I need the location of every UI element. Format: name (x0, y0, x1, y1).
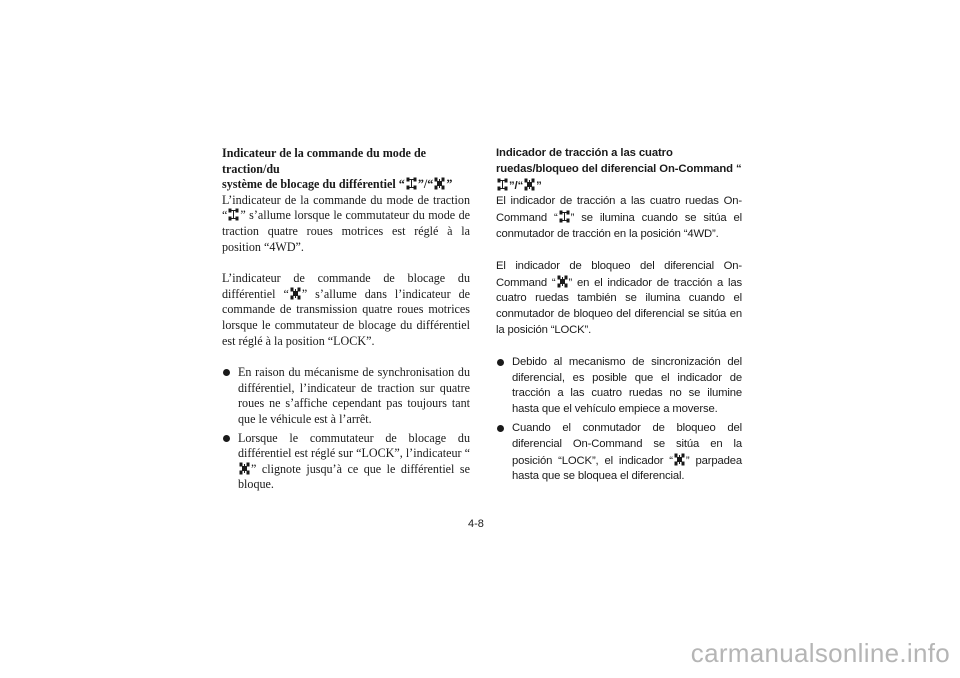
4wd-indicator-icon (497, 178, 508, 191)
french-heading-sep: ”/“ (417, 177, 434, 192)
diff-lock-indicator-icon (434, 177, 445, 190)
spanish-heading (496, 146, 742, 194)
french-bullet-1-text: En raison du mécanisme de synchronisation du différentiel, l’indicateur de traction sur quatre roues ne s’affiche cependant pas toujours tant que le véhicule est à l’arrêt. (238, 365, 470, 426)
french-column (222, 146, 470, 493)
spanish-bullet-2 (496, 421, 742, 485)
diff-lock-indicator-icon (239, 462, 250, 475)
french-paragraph-2: L’indicateur de commande de blocage du différentiel “ ” s’allume dans l’indicateur de commande de transmission quatre roues motrices lorsque le commutateur de blocage du différentiel est réglé à la position “LOCK”. (222, 271, 470, 348)
spanish-paragraph-1: El indicador de tracción a las cuatro ruedas On-Command “ ” se ilumina cuando se sitúa el conmutador de tracción en la posición “4WD”. (496, 195, 742, 240)
spanish-bullet-2-text: Cuando el conmutador de bloqueo del diferencial On-Command se sitúa en la posición “LOCK”, el indicador “ ” parpadea hasta que se bloquea el diferencial. (512, 421, 742, 483)
diff-lock-indicator-icon (290, 287, 301, 300)
french-bullet-2-text: Lorsque le commutateur de blocage du différentiel est réglé sur “LOCK”, l’indicateur “” clignote jusqu’à ce que le différentiel se bloque. (238, 430, 470, 492)
spanish-column (496, 146, 742, 485)
spanish-bullet-1 (496, 355, 742, 418)
bullet-icon (496, 421, 512, 438)
diff-lock-indicator-icon (524, 178, 535, 191)
4wd-indicator-icon (559, 210, 570, 223)
french-paragraph-1: L’indicateur de la commande du mode de traction “ ” s’allume lorsque le commutateur du mode de traction quatre roues motrices est réglé à la position “4WD”. (222, 192, 470, 254)
page-number: 4-8 (468, 518, 484, 530)
bullet-icon (222, 431, 238, 447)
4wd-indicator-icon (228, 208, 239, 221)
bullet-icon (496, 355, 512, 372)
spanish-heading-sep: ”/“ (509, 179, 524, 192)
spanish-heading-end: ” (536, 179, 542, 192)
french-heading (222, 146, 470, 193)
diff-lock-indicator-icon (674, 453, 685, 466)
french-bullet-2 (222, 431, 470, 493)
spanish-paragraph-2: El indicador de bloqueo del diferencial On-Command “ ” en el indicador de tracción a las cuatro ruedas también se ilumina cuando el conmutador de bloqueo del diferencial se sitúa en la posición “LOCK”. (496, 259, 742, 336)
spanish-bullet-1-text: Debido al mecanismo de sincronización del diferencial, es posible que el indicador de tracción a las cuatro ruedas no se ilumine hasta que el vehículo empiece a moverse. (512, 355, 742, 416)
bullet-icon (222, 365, 238, 381)
french-heading-line2: système de blocage du différentiel “ (222, 177, 405, 192)
watermark: carmanualsonline.info (690, 638, 950, 668)
french-heading-end: ” (446, 177, 453, 192)
4wd-indicator-icon (406, 177, 417, 190)
french-bullet-1 (222, 365, 470, 427)
french-heading-line1: Indicateur de la commande du mode de traction/du (222, 146, 427, 176)
diff-lock-indicator-icon (557, 275, 568, 288)
spanish-heading-text: Indicador de tracción a las cuatro ruedas/bloqueo del diferencial On-Command “ (496, 147, 742, 175)
